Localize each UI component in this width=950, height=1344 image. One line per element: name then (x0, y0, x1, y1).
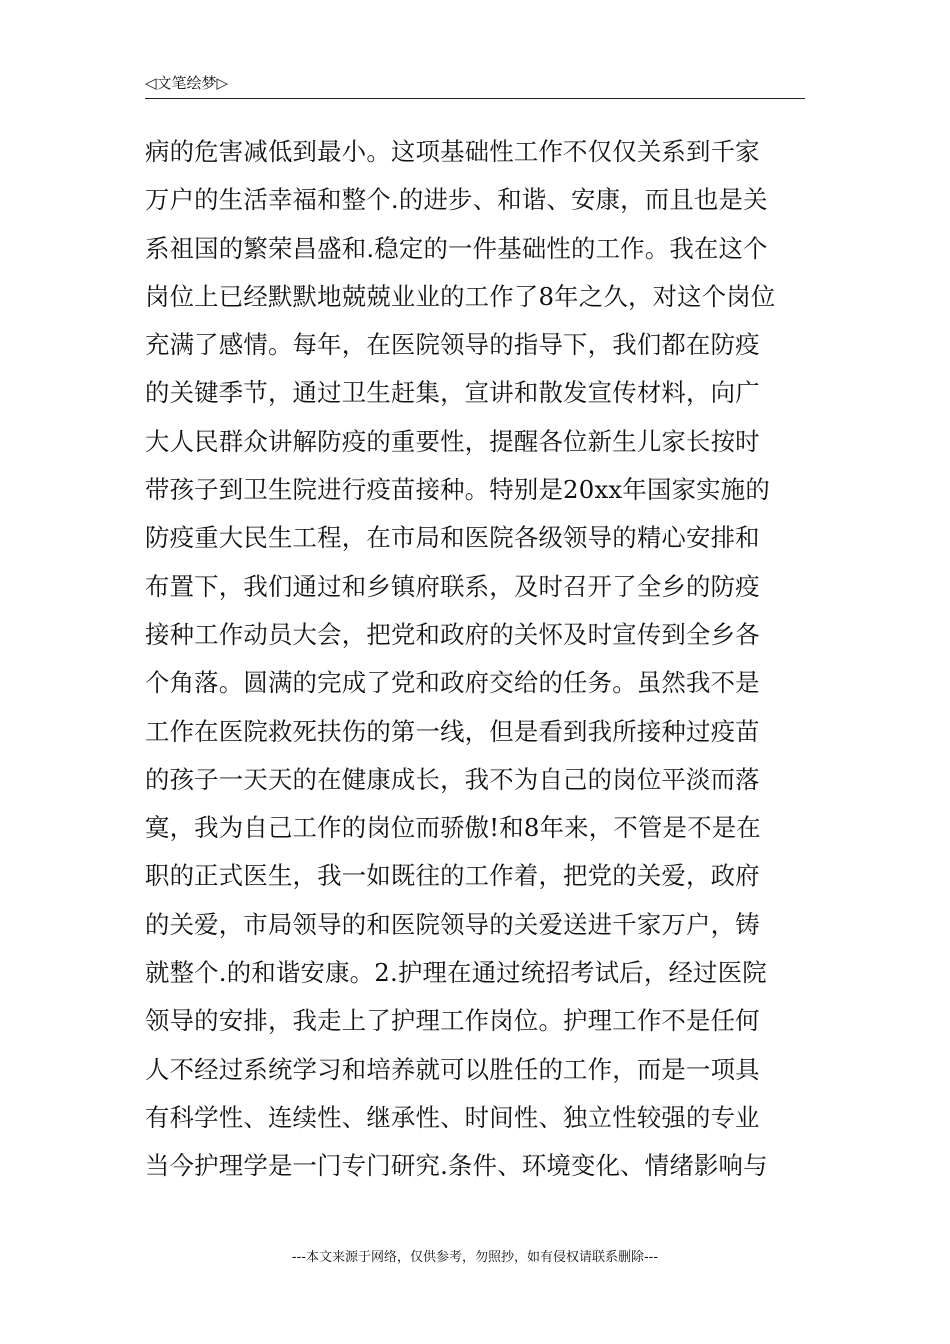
text-line: 领导的安排，我走上了护理工作岗位。护理工作不是任何 (145, 1006, 760, 1036)
text-line: 病的危害减低到最小。这项基础性工作不仅仅关系到千家 (145, 137, 760, 166)
text-line: 人不经过系统学习和培养就可以胜任的工作，而是一项具 (145, 1054, 760, 1084)
text-line: 大人民群众讲解防疫的重要性，提醒各位新生儿家长按时 (145, 426, 760, 456)
text-line: 接种工作动员大会，把党和政府的关怀及时宣传到全乡各 (145, 619, 760, 649)
text-line: 万户的生活幸福和整个.的进步、和谐、安康，而且也是关 (145, 185, 768, 215)
page-header (145, 72, 805, 99)
text-line: 的孩子一天天的在健康成长，我不为自己的岗位平淡而落 (145, 764, 760, 794)
text-line: 工作在医院救死扶伤的第一线，但是看到我所接种过疫苗 (145, 716, 760, 746)
text-line: 岗位上已经默默地兢兢业业的工作了8年之久，对这个岗位 (145, 281, 776, 311)
text-line: 当今护理学是一门专门研究.条件、环境变化、情绪影响与 (145, 1151, 768, 1181)
text-line: 寞，我为自己工作的岗位而骄傲!和8年来，不管是不是在 (145, 813, 761, 843)
text-line: 布置下，我们通过和乡镇府联系，及时召开了全乡的防疫 (145, 571, 760, 601)
text-line: 充满了感情。每年，在医院领导的指导下，我们都在防疫 (145, 330, 760, 360)
text-line: 职的正式医生，我一如既往的工作着，把党的关爱，政府 (145, 861, 760, 891)
text-line: 的关爱，市局领导的和医院领导的关爱送进千家万户，铸 (145, 909, 760, 939)
body-text (145, 128, 810, 1191)
page-footer: ---本文来源于网络，仅供参考，勿照抄，如有侵权请联系删除--- (291, 1250, 659, 1265)
header-title: ◁文笔绘梦▷ (145, 74, 229, 92)
text-line: 的关键季节，通过卫生赶集，宣讲和散发宣传材料，向广 (145, 378, 760, 408)
text-line: 就整个.的和谐安康。2.护理在通过统招考试后，经过医院 (145, 958, 767, 988)
text-line: 系祖国的繁荣昌盛和.稳定的一件基础性的工作。我在这个 (145, 233, 768, 263)
text-line: 带孩子到卫生院进行疫苗接种。特别是20xx年国家实施的 (145, 475, 770, 505)
text-line: 有科学性、连续性、继承性、时间性、独立性较强的专业 (145, 1102, 760, 1132)
text-line: 个角落。圆满的完成了党和政府交给的任务。虽然我不是 (145, 668, 760, 698)
text-line: 防疫重大民生工程，在市局和医院各级领导的精心安排和 (145, 523, 760, 553)
